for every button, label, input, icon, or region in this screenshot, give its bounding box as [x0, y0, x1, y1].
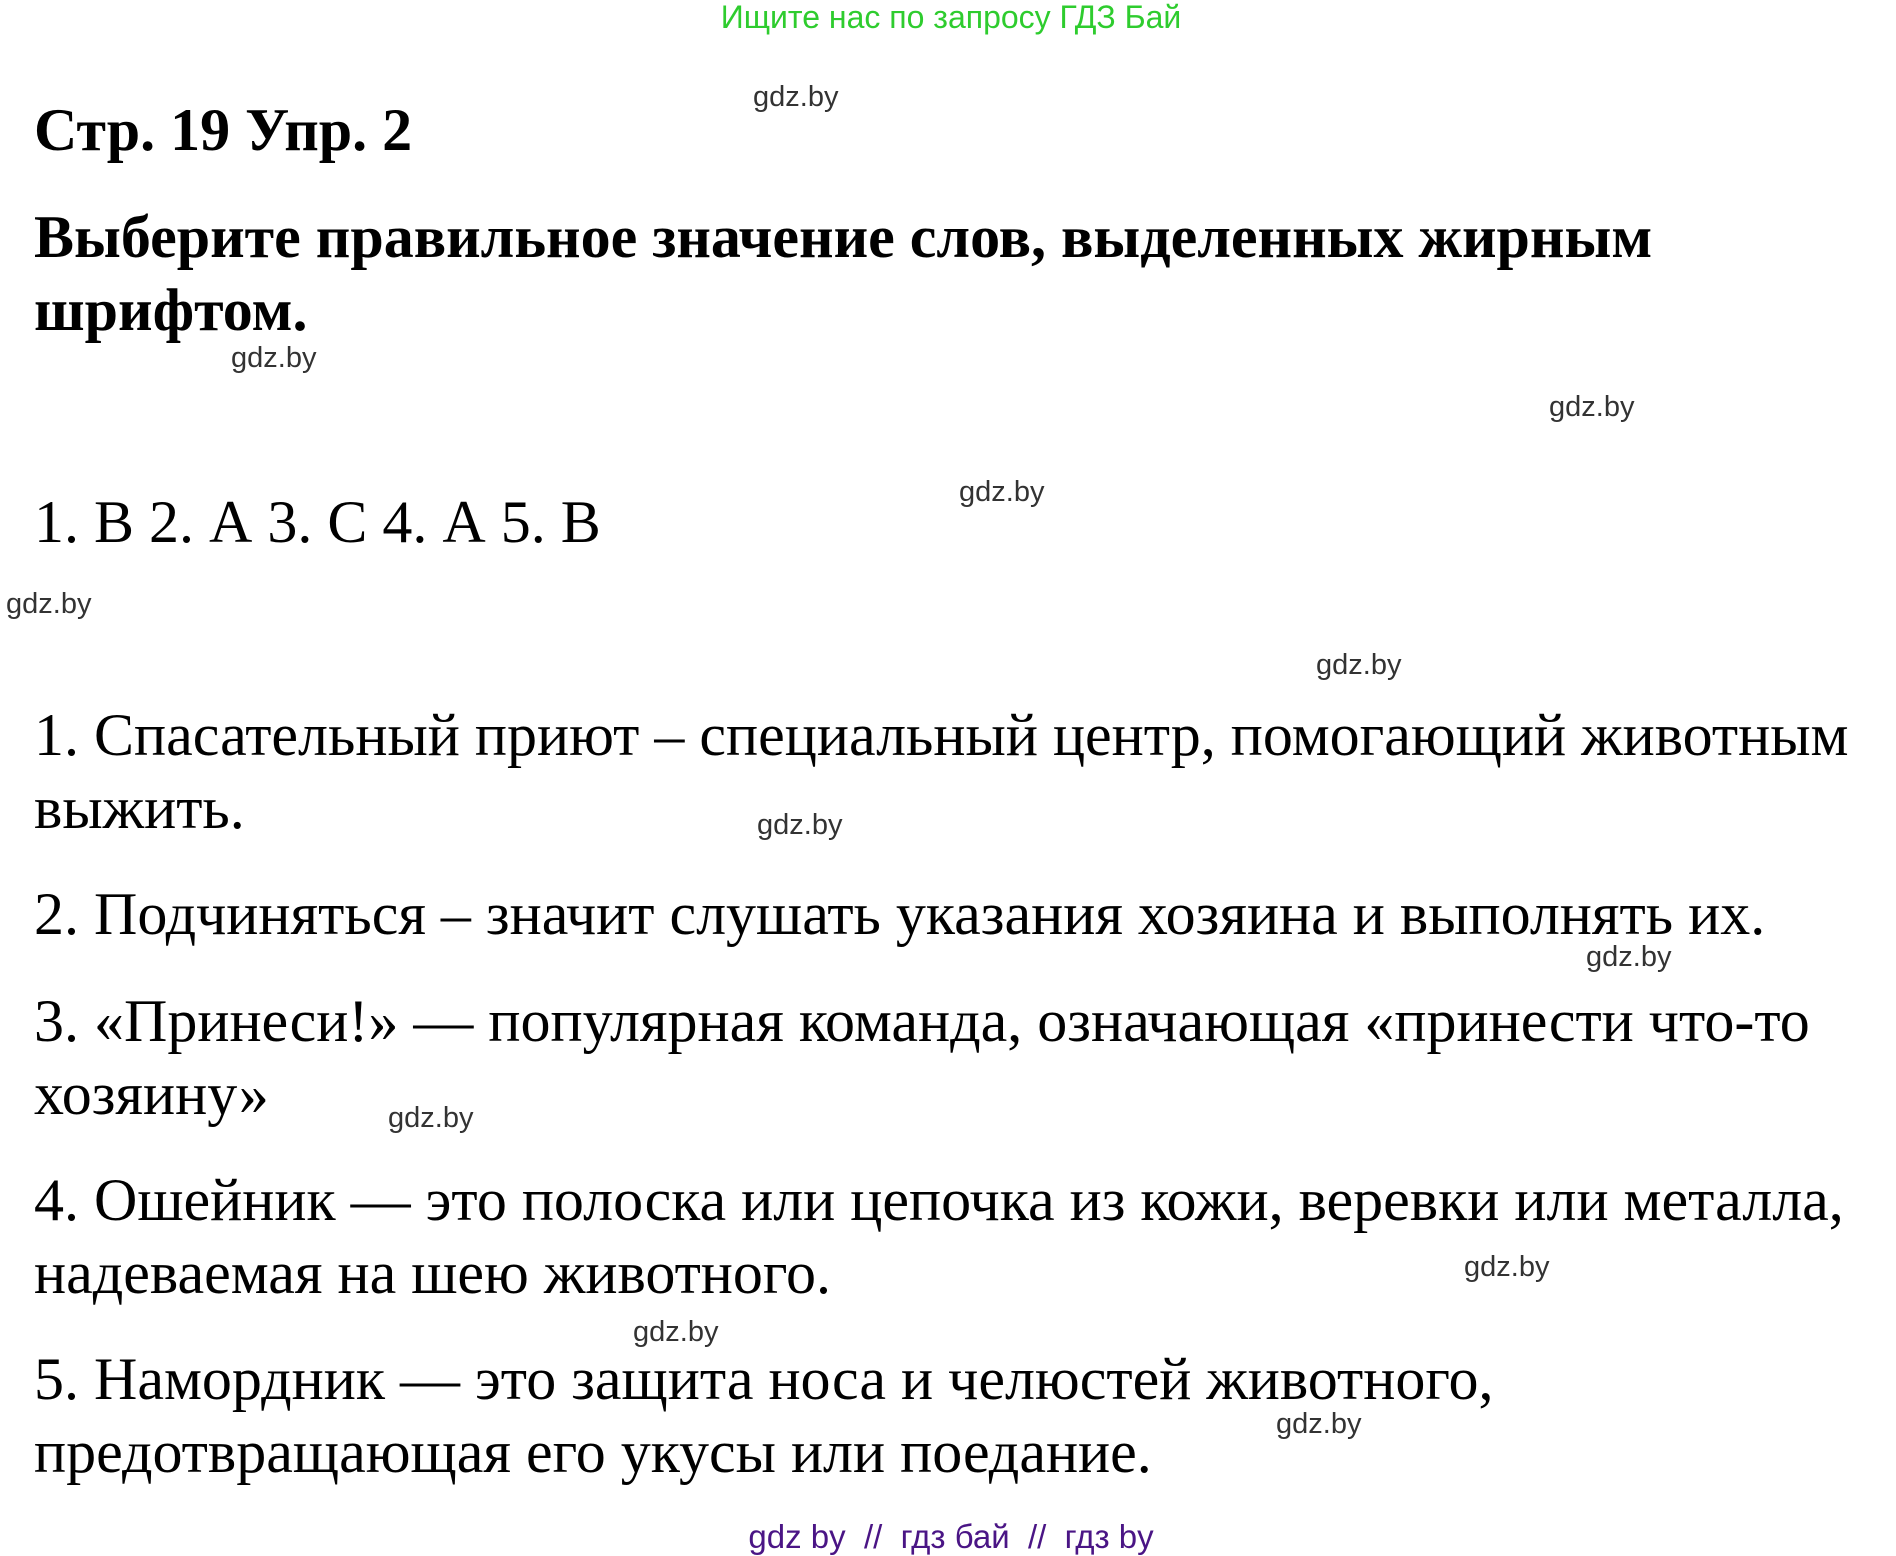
watermark: gdz.by [1276, 1408, 1362, 1440]
item-4-line-2: надеваемая на шею животного. [34, 1240, 832, 1306]
footer-links: gdz by // гдз бай // гдз by [748, 1518, 1154, 1555]
watermark: gdz.by [231, 342, 317, 374]
page-title: Стр. 19 Упр. 2 [34, 97, 413, 163]
item-5-line-1: 5. Намордник — это защита носа и челюстей животного, [34, 1346, 1494, 1412]
answers-summary: 1. В 2. А 3. С 4. А 5. В [34, 489, 601, 555]
item-1-line-2: выжить. [34, 775, 245, 841]
watermark: gdz.by [1464, 1251, 1550, 1283]
watermark: gdz.by [1316, 649, 1402, 681]
watermark: gdz.by [388, 1102, 474, 1134]
instruction-line-2: шрифтом. [34, 277, 308, 343]
item-1-line-1: 1. Спасательный приют – специальный центр, помогающий животным [34, 702, 1849, 768]
item-3-line-1: 3. «Принеси!» — популярная команда, означающая «принести что-то [34, 988, 1810, 1054]
watermark: gdz.by [1586, 941, 1672, 973]
instruction-line-1: Выберите правильное значение слов, выделенных жирным [34, 204, 1653, 270]
watermark: gdz.by [1549, 391, 1635, 423]
watermark: gdz.by [753, 81, 839, 113]
watermark: gdz.by [757, 809, 843, 841]
item-4-line-1: 4. Ошейник — это полоска или цепочка из кожи, веревки или металла, [34, 1167, 1844, 1233]
watermark: gdz.by [6, 588, 92, 620]
search-banner: Ищите нас по запросу ГДЗ Бай [720, 0, 1182, 35]
watermark: gdz.by [633, 1316, 719, 1348]
item-2-line-1: 2. Подчиняться – значит слушать указания хозяина и выполнять их. [34, 881, 1766, 947]
watermark: gdz.by [959, 476, 1045, 508]
item-5-line-2: предотвращающая его укусы или поедание. [34, 1419, 1152, 1485]
item-3-line-2: хозяину» [34, 1061, 269, 1127]
